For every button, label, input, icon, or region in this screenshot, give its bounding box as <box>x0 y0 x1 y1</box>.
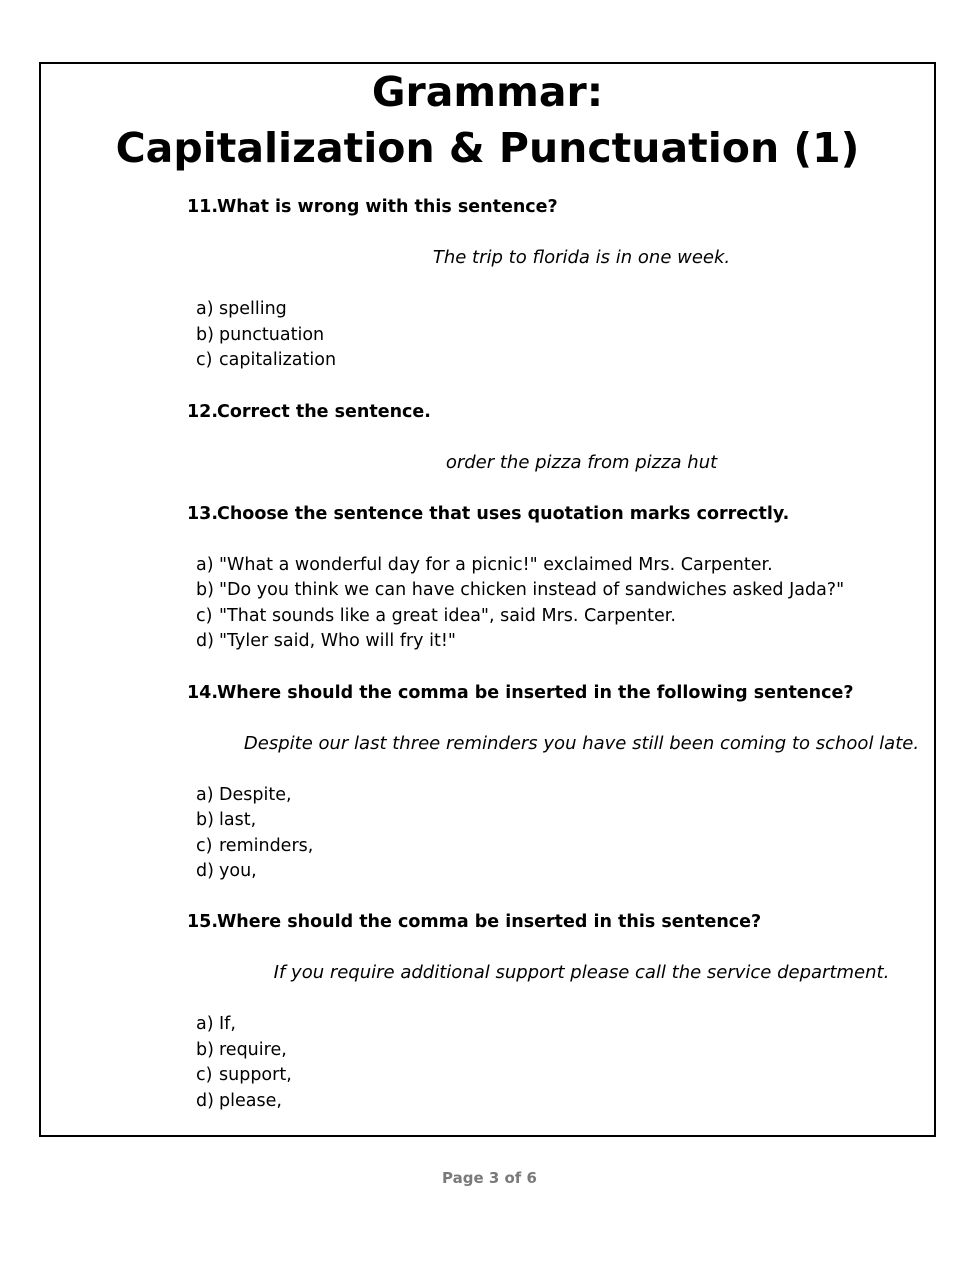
question-13-prompt <box>187 502 789 526</box>
question-11-prompt <box>187 195 558 219</box>
question-15-prompt <box>187 910 761 934</box>
question-text: What is wrong with this sentence? <box>217 197 558 217</box>
option-letter: c) <box>196 836 213 856</box>
question-14-prompt <box>187 681 854 705</box>
question-12-prompt <box>187 400 431 424</box>
option-text: please, <box>219 1091 282 1111</box>
option-letter: d) <box>196 1091 214 1111</box>
option-text: require, <box>219 1040 287 1060</box>
option-letter: b) <box>196 810 214 830</box>
question-15-option-a[interactable] <box>196 1012 236 1036</box>
option-text: Despite, <box>219 785 292 805</box>
question-number: 15. <box>187 912 219 932</box>
question-14-option-a[interactable] <box>196 783 292 807</box>
question-11-option-c[interactable] <box>196 348 336 372</box>
question-13-option-d[interactable] <box>196 629 456 653</box>
question-15-option-c[interactable] <box>196 1063 292 1087</box>
worksheet-title-line2: Capitalization & Punctuation (1) <box>115 124 860 172</box>
question-14-option-b[interactable] <box>196 808 256 832</box>
question-text: Where should the comma be inserted in this sentence? <box>217 912 762 932</box>
option-text: spelling <box>219 299 287 319</box>
option-letter: a) <box>196 785 214 805</box>
option-text: reminders, <box>219 836 314 856</box>
question-text: Choose the sentence that uses quotation marks correctly. <box>217 504 790 524</box>
question-11-option-b[interactable] <box>196 323 324 347</box>
question-13-option-c[interactable] <box>196 604 676 628</box>
option-letter: d) <box>196 631 214 651</box>
question-number: 11. <box>187 197 219 217</box>
option-text: support, <box>219 1065 292 1085</box>
option-text: "Tyler said, Who will fry it!" <box>219 631 456 651</box>
option-letter: b) <box>196 1040 214 1060</box>
option-letter: a) <box>196 299 214 319</box>
option-text: "That sounds like a great idea", said Mrs. Carpenter. <box>219 606 676 626</box>
question-14-option-c[interactable] <box>196 834 313 858</box>
option-letter: c) <box>196 606 213 626</box>
option-letter: c) <box>196 350 213 370</box>
option-letter: c) <box>196 1065 213 1085</box>
question-15-sentence: If you require additional support please call the service department. <box>273 962 890 983</box>
question-11-option-a[interactable] <box>196 297 287 321</box>
question-15-option-d[interactable] <box>196 1089 282 1113</box>
question-14-sentence: Despite our last three reminders you have still been coming to school late. <box>243 733 920 754</box>
question-15-option-b[interactable] <box>196 1038 287 1062</box>
option-text: capitalization <box>219 350 337 370</box>
option-letter: d) <box>196 861 214 881</box>
question-14-option-d[interactable] <box>196 859 257 883</box>
worksheet-frame <box>39 62 936 1137</box>
option-text: "What a wonderful day for a picnic!" exclaimed Mrs. Carpenter. <box>219 555 773 575</box>
option-text: If, <box>219 1014 236 1034</box>
question-text: Where should the comma be inserted in the following sentence? <box>217 683 854 703</box>
question-number: 14. <box>187 683 219 703</box>
question-number: 12. <box>187 402 219 422</box>
option-letter: b) <box>196 580 214 600</box>
option-letter: a) <box>196 555 214 575</box>
option-text: punctuation <box>219 325 325 345</box>
option-letter: b) <box>196 325 214 345</box>
question-13-option-b[interactable] <box>196 578 844 602</box>
option-letter: a) <box>196 1014 214 1034</box>
option-text: you, <box>219 861 257 881</box>
question-text: Correct the sentence. <box>217 402 431 422</box>
question-number: 13. <box>187 504 219 524</box>
page-number: Page 3 of 6 <box>442 1169 537 1187</box>
question-12-sentence: order the pizza from pizza hut <box>445 452 718 473</box>
option-text: "Do you think we can have chicken instead of sandwiches asked Jada?" <box>219 580 845 600</box>
question-13-option-a[interactable] <box>196 553 773 577</box>
worksheet-title-line1: Grammar: <box>371 68 604 116</box>
question-11-sentence: The trip to florida is in one week. <box>432 247 731 268</box>
option-text: last, <box>219 810 257 830</box>
